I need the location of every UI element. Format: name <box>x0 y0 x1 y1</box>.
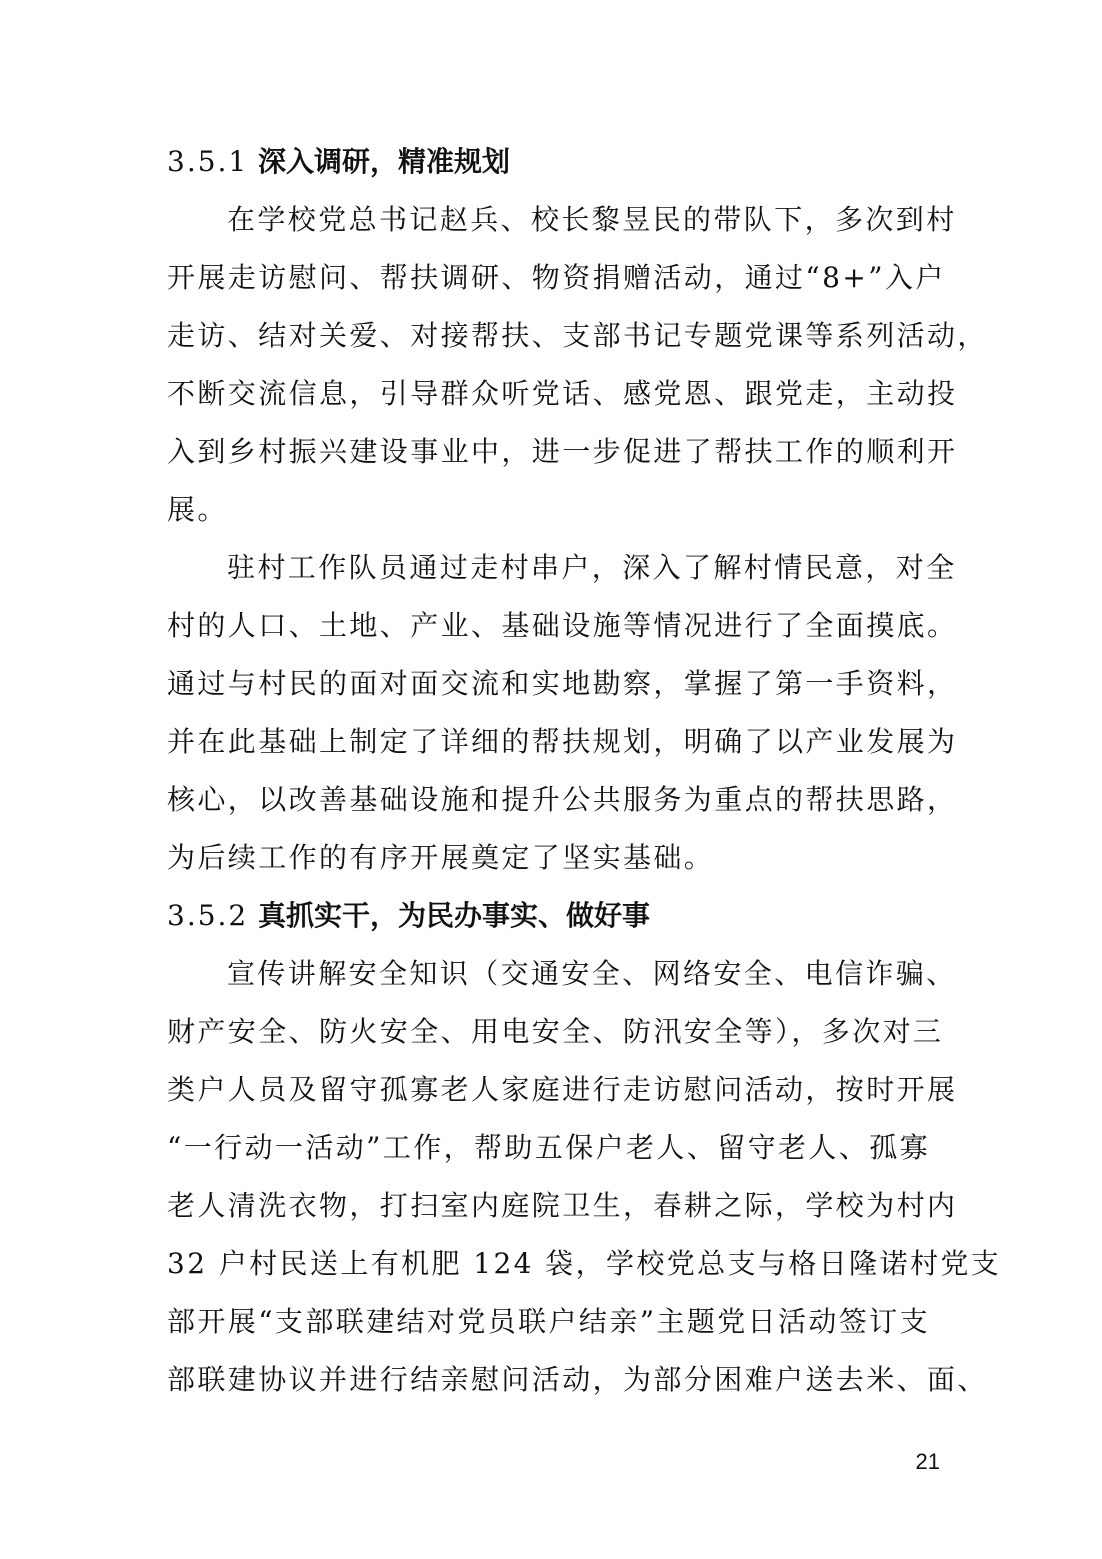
text-line: “一行动一活动”工作，帮助五保户老人、留守老人、孤寡 <box>167 1131 931 1164</box>
text-line: 宣传讲解安全知识（交通安全、网络安全、电信诈骗、 <box>227 957 957 990</box>
text-line: 在学校党总书记赵兵、校长黎昱民的带队下，多次到村 <box>227 203 957 236</box>
text-line: 入到乡村振兴建设事业中，进一步促进了帮扶工作的顺利开 <box>167 435 958 468</box>
text-line: 部联建协议并进行结亲慰问活动，为部分困难户送去米、面、 <box>167 1363 988 1396</box>
text-line: 展。 <box>167 493 228 526</box>
text-line: 类户人员及留守孤寡老人家庭进行走访慰问活动，按时开展 <box>167 1073 958 1106</box>
text-line: 不断交流信息，引导群众听党话、感党恩、跟党走，主动投 <box>167 377 958 410</box>
paragraph <box>167 945 1002 1409</box>
text-line: 32 户村民送上有机肥 124 袋，学校党总支与格日隆诺村党支 <box>167 1247 1002 1280</box>
text-line: 老人清洗衣物，打扫室内庭院卫生，春耕之际，学校为村内 <box>167 1189 958 1222</box>
text-line: 走访、结对关爱、对接帮扶、支部书记专题党课等系列活动， <box>167 319 988 352</box>
text-line: 开展走访慰问、帮扶调研、物资捐赠活动，通过“8+”入户 <box>167 261 946 294</box>
section-number: 3.5.2 <box>167 899 249 932</box>
section-number: 3.5.1 <box>167 145 249 178</box>
text-line: 核心，以改善基础设施和提升公共服务为重点的帮扶思路， <box>167 783 958 816</box>
text-line: 财产安全、防火安全、用电安全、防汛安全等），多次对三 <box>167 1015 944 1048</box>
text-line: 部开展“支部联建结对党员联户结亲”主题党日活动签订支 <box>167 1305 931 1338</box>
paragraph <box>167 539 958 887</box>
section-heading-3-5-2 <box>167 887 935 945</box>
section-title: 深入调研，精准规划 <box>258 145 511 178</box>
text-line: 驻村工作队员通过走村串户，深入了解村情民意，对全 <box>227 551 957 584</box>
text-line: 并在此基础上制定了详细的帮扶规划，明确了以产业发展为 <box>167 725 958 758</box>
section-heading-3-5-1 <box>167 133 935 191</box>
text-line: 为后续工作的有序开展奠定了坚实基础。 <box>167 841 715 874</box>
page-number: 21 <box>915 1449 940 1474</box>
text-line: 通过与村民的面对面交流和实地勘察，掌握了第一手资料， <box>167 667 958 700</box>
section-title: 真抓实干，为民办事实、做好事 <box>258 899 651 932</box>
page-body <box>167 133 1002 1409</box>
text-line: 村的人口、土地、产业、基础设施等情况进行了全面摸底。 <box>167 609 958 642</box>
paragraph <box>167 191 988 539</box>
